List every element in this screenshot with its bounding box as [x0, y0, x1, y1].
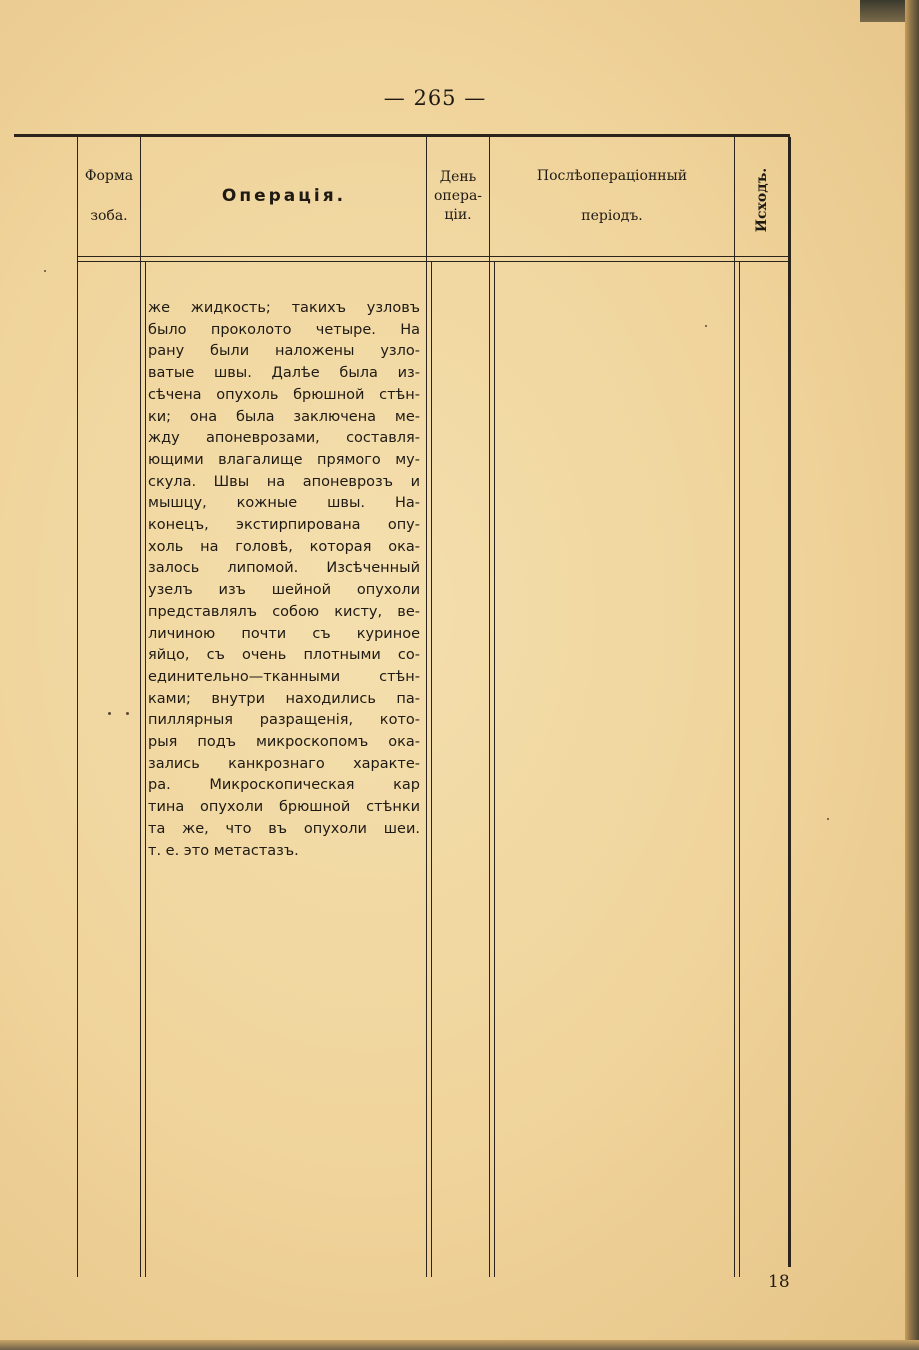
text-line: та же, что въ опухоли шеи.: [148, 820, 420, 837]
text-line: ками; внутри находились па-: [148, 690, 420, 707]
column-rule-1: [77, 137, 78, 1277]
header-postop-line-1: Послѣопераціонный: [536, 168, 688, 184]
header-day-line-2: опера-: [433, 188, 483, 204]
header-postop-line-2: періодъ.: [581, 208, 643, 224]
text-line: яйцо, съ очень плотными со-: [148, 647, 420, 664]
paper-speck: [126, 712, 129, 715]
column-rule-3b: [431, 262, 432, 1277]
text-line: было проколото четыре. На: [148, 321, 420, 338]
text-line: личиною почти съ куриное: [148, 625, 420, 642]
text-line: рану были наложены узло-: [148, 343, 420, 360]
text-line: конецъ, экстирпирована опу-: [148, 517, 420, 534]
column-rule-4: [489, 137, 490, 1277]
column-rule-2b: [145, 262, 146, 1277]
text-line: ра. Микроскопическая кар: [148, 777, 420, 794]
text-line: узелъ изъ шейной опухоли: [148, 582, 420, 599]
page-number: — 265 —: [383, 86, 487, 110]
paper-speck: [827, 818, 829, 820]
text-line: же жидкость; такихъ узловъ: [148, 300, 420, 316]
header-postop: [490, 166, 734, 226]
header-outcome: [737, 142, 787, 258]
header-operation: Операція.: [221, 186, 347, 206]
text-line: пиллярныя разращенія, кото-: [148, 712, 420, 729]
header-day-line-3: ціи.: [444, 207, 472, 223]
text-line: залось липомой. Изсѣченный: [148, 560, 420, 577]
text-line: рыя подъ микроскопомъ ока-: [148, 734, 420, 751]
paper-speck: [705, 325, 707, 327]
column-rule-4b: [494, 262, 495, 1277]
text-line: холь на головѣ, которая ока-: [148, 538, 420, 555]
column-rule-5b: [739, 262, 740, 1277]
text-line: т. е. это метастазъ.: [148, 842, 299, 859]
text-line: скула. Швы на апоневрозъ и: [148, 473, 420, 490]
paper-speck: [44, 270, 46, 272]
column-rule-5: [734, 137, 735, 1277]
column-rule-3: [426, 137, 427, 1277]
signature-mark: 18: [768, 1272, 790, 1292]
header-form-line-2: зоба.: [90, 208, 128, 224]
header-bottom-rule-1: [78, 256, 788, 257]
text-line: ватые швы. Далѣе была из-: [148, 365, 420, 382]
page-edge-right: [905, 0, 919, 1350]
text-line: зались канкрознаго характе-: [148, 755, 420, 772]
table-right-rule: [788, 137, 791, 1267]
header-outcome-label: Исходъ.: [754, 167, 770, 233]
text-line: тина опухоли брюшной стѣнки: [148, 799, 420, 816]
text-line: представлялъ собою кисту, ве-: [148, 603, 420, 620]
operation-description: [148, 298, 420, 862]
text-line: единительно—тканными стѣн-: [148, 668, 420, 685]
header-form-line-1: Форма: [84, 168, 134, 184]
table-top-rule: [14, 134, 790, 137]
text-line: мышцу, кожные швы. На-: [148, 495, 420, 512]
header-bottom-rule-2: [78, 261, 788, 262]
column-rule-2: [140, 137, 141, 1277]
text-line: ющими влагалище прямого му-: [148, 451, 420, 468]
header-day: [427, 168, 489, 225]
page-edge-bottom: [0, 1340, 919, 1350]
header-day-line-1: День: [439, 169, 477, 185]
header-form: [78, 166, 140, 226]
text-line: ки; она была заключена ме-: [148, 408, 420, 425]
text-line: жду апоневрозами, составля-: [148, 430, 420, 447]
text-line: сѣчена опухоль брюшной стѣн-: [148, 386, 420, 403]
paper-speck: [108, 712, 111, 715]
